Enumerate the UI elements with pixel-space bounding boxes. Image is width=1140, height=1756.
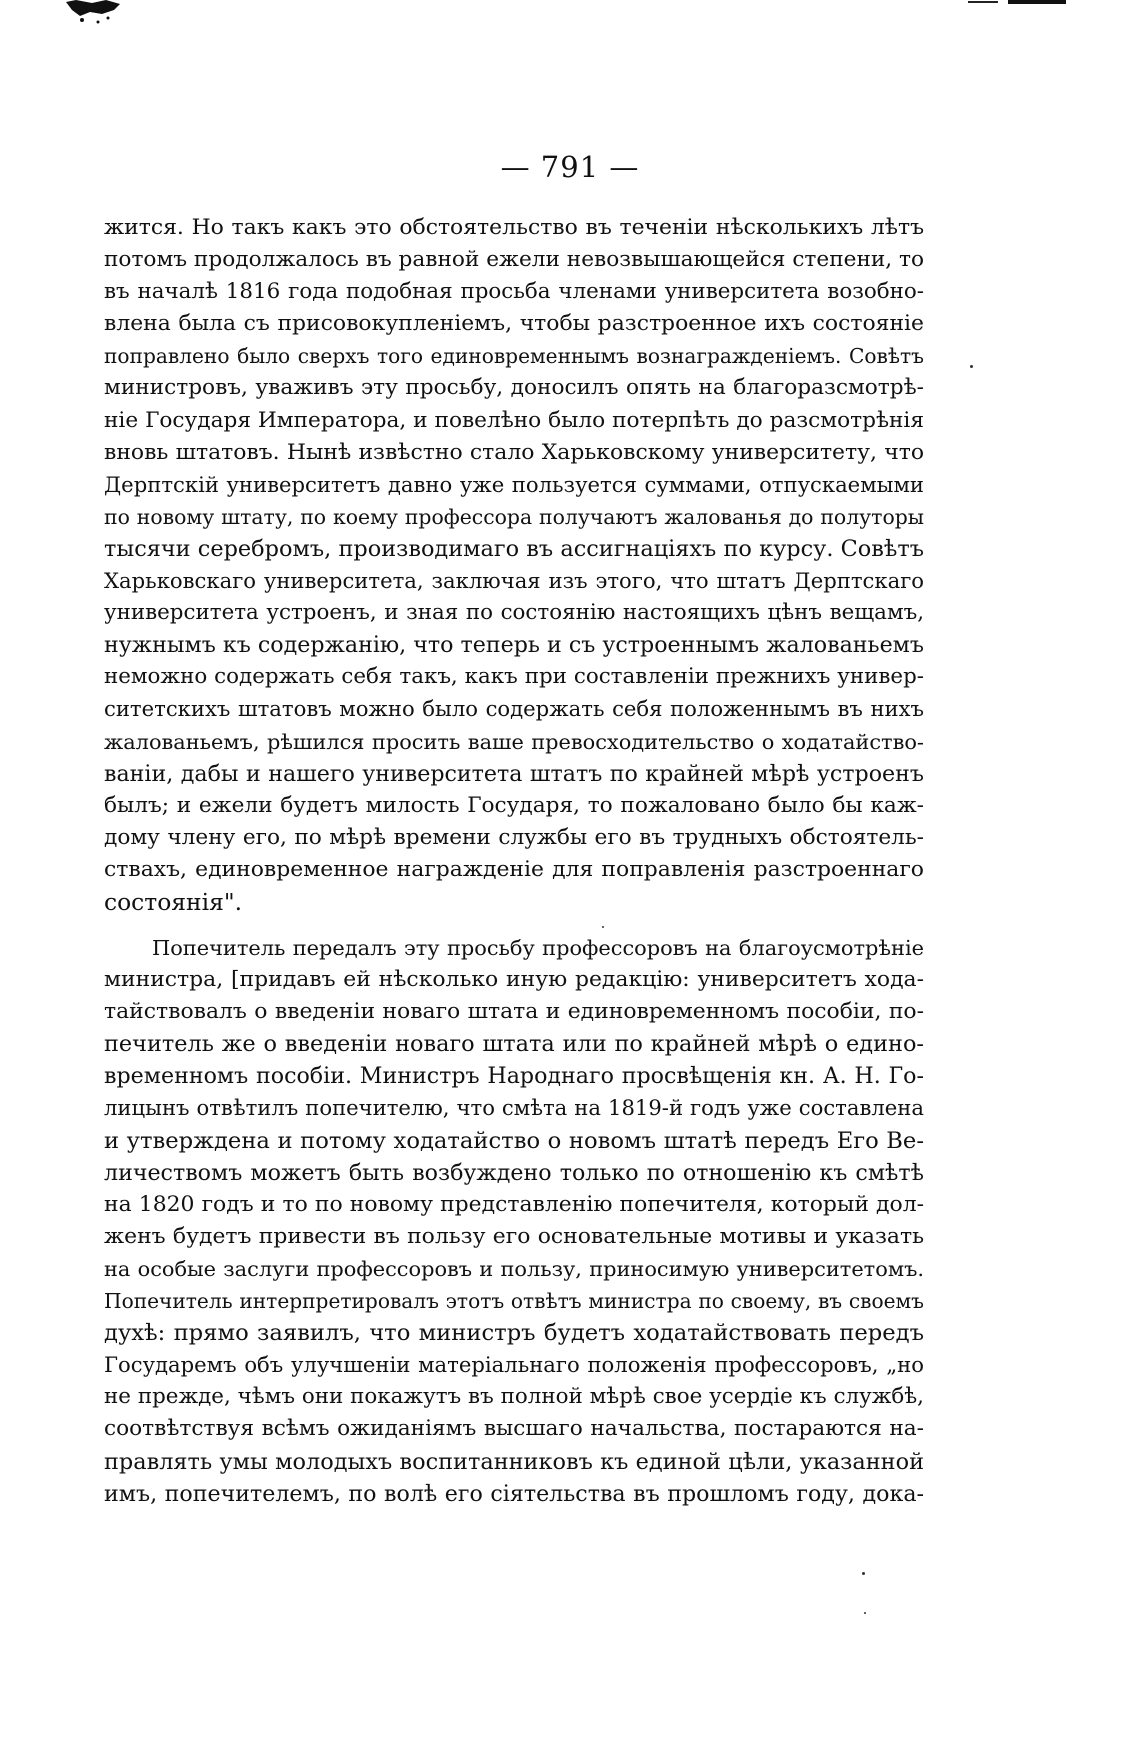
text-line: вновь штатовъ. Нынѣ извѣстно стало Харьковскому университету, что (104, 439, 924, 465)
text-line: по новому штату, по коему профессора получаютъ жалованья до полуторы (104, 504, 924, 529)
page-number: — 791 — (500, 150, 640, 184)
text-line: временномъ пособіи. Министръ Народнаго просвѣщенія кн. А. Н. Го- (104, 1063, 924, 1090)
text-line: Харьковскаго университета, заключая изъ этого, что штатъ Дерптскаго (104, 568, 924, 594)
text-line: ствахъ, единовременное награжденіе для поправленія разстроеннаго (104, 856, 924, 882)
scan-speck (862, 1572, 865, 1575)
text-line: университета устроенъ, и зная по состоянію настоящихъ цѣнъ вещамъ, (104, 600, 924, 626)
text-line: лицынъ отвѣтилъ попечителю, что смѣта на 1819-й годъ уже составлена (104, 1095, 924, 1121)
text-line: Попечитель передалъ эту просьбу профессоровъ на благоусмотрѣніе (152, 936, 924, 960)
text-line: министра, [придавъ ей нѣсколько иную редакцію: университетъ хода- (104, 967, 924, 993)
text-line: жалованьемъ, рѣшился просить ваше превосходительство о ходатайство- (104, 729, 924, 754)
text-line: Государемъ объ улучшеніи матеріальнаго положенія профессоровъ, „но (104, 1352, 924, 1378)
text-line: дому члену его, по мѣрѣ времени службы его въ трудныхъ обстоятель- (104, 824, 924, 850)
text-line: правлять умы молодыхъ воспитанниковъ къ единой цѣли, указанной (104, 1448, 924, 1475)
text-line: жится. Но такъ какъ это обстоятельство въ теченіи нѣсколькихъ лѣтъ (104, 215, 924, 240)
text-line: неможно содержать себя такъ, какъ при составленіи прежнихъ универ- (104, 664, 924, 690)
scan-artifact-top-left (62, 0, 132, 26)
text-line: былъ; и ежели будетъ милость Государя, то пожаловано было бы каж- (104, 792, 924, 818)
text-line: тайствовалъ о введеніи новаго штата и единовременномъ пособіи, по- (104, 999, 924, 1025)
text-line: министровъ, уваживъ эту просьбу, доносилъ опять на благоразсмотрѣ- (104, 375, 924, 401)
text-line: Попечитель интерпретировалъ этотъ отвѣтъ министра по своему, въ своемъ (104, 1289, 924, 1314)
text-line: не прежде, чѣмъ они покажутъ въ полной мѣрѣ свое усердіе къ службѣ, (104, 1384, 924, 1410)
paragraph-2 (104, 932, 924, 1510)
scan-speck (864, 1612, 866, 1614)
text-line: состоянія". (104, 887, 243, 916)
text-line: нужнымъ къ содержанію, что теперь и съ устроеннымъ жалованьемъ (104, 632, 924, 659)
text-line: тысячи серебромъ, производимаго въ ассигнаціяхъ по курсу. Совѣтъ (104, 535, 924, 562)
text-line: поправлено было сверхъ того единовременнымъ вознагражденіемъ. Совѣтъ (104, 344, 924, 369)
scan-speck (602, 926, 604, 928)
scan-artifact-top-right (968, 0, 1068, 6)
text-line: потомъ продолжалось въ равной ежели невозвышающейся степени, то (104, 247, 925, 273)
text-line: въ началѣ 1816 года подобная просьба членами университета возобно- (104, 279, 924, 305)
scan-speck (970, 365, 973, 368)
text-line: влена была съ присовокупленіемъ, чтобы разстроенное ихъ состояніе (104, 311, 924, 337)
paragraph-1 (104, 212, 924, 918)
text-line: ніе Государя Императора, и повелѣно было потерпѣть до разсмотрѣнія (104, 407, 924, 433)
text-line: женъ будетъ привести въ пользу его основательные мотивы и указать (104, 1223, 924, 1249)
text-line: личествомъ можетъ быть возбуждено только по отношенію къ смѣтѣ (104, 1159, 924, 1186)
text-line: ситетскихъ штатовъ можно было содержать себя положеннымъ въ нихъ (104, 696, 924, 722)
text-line: имъ, попечителемъ, по волѣ его сіятельства въ прошломъ году, дока- (104, 1480, 924, 1507)
text-line: на особые заслуги профессоровъ и пользу, приносимую университетомъ. (104, 1256, 924, 1281)
text-line: духѣ: прямо заявилъ, что министръ будетъ ходатайствовать передъ (104, 1320, 924, 1347)
text-line: соотвѣтствуя всѣмъ ожиданіямъ высшаго начальства, постараются на- (104, 1416, 924, 1442)
text-line: печитель же о введеніи новаго штата или по крайней мѣрѣ о едино- (104, 1031, 924, 1058)
text-line: на 1820 годъ и то по новому представленію попечителя, который дол- (104, 1191, 924, 1217)
text-line: Дерптскій университетъ давно уже пользуется суммами, отпускаемыми (104, 471, 924, 497)
text-line: ваніи, дабы и нашего университета штатъ по крайней мѣрѣ устроенъ (104, 760, 924, 787)
text-line: и утверждена и потому ходатайство о новомъ штатѣ передъ Его Ве- (104, 1127, 924, 1154)
